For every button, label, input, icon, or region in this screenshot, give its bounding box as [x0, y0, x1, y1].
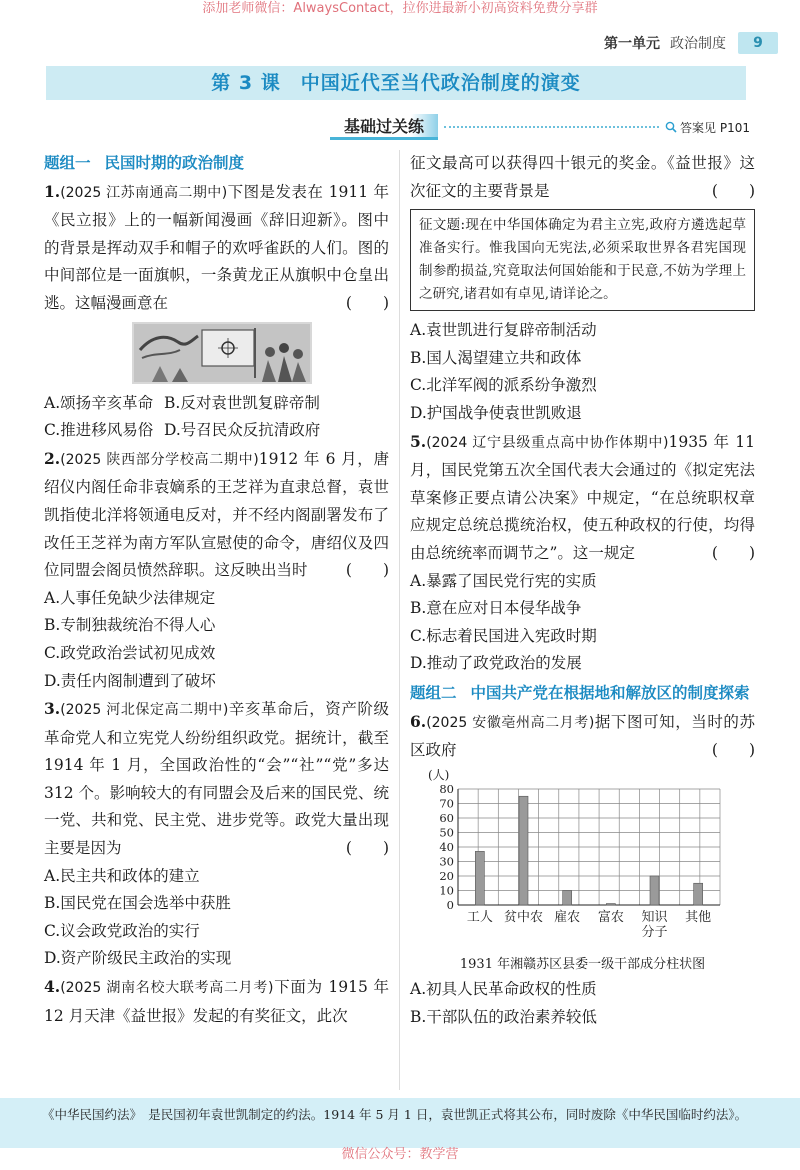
answer-blank[interactable]: ( ) [711, 181, 755, 200]
question-4-source: (2025 湖南名校大联考高二月考) [60, 980, 274, 997]
x-tick-label: 富农 [597, 909, 624, 925]
footnote: 《中华民国约法》 是民国初年袁世凯制定的约法。1914 年 5 月 1 日，袁世凯正式将其公布，同时废除《中华民国临时约法》。 [0, 1098, 800, 1148]
question-4-text-end: 征文最高可以获得四十银元的奖金。《益世报》这次征文的主要背景是 [410, 154, 755, 200]
question-4-part-1 [44, 973, 389, 1030]
section-title: 基础过关练 [330, 114, 438, 140]
question-5-text: 1935 年 11 月，国民党第五次全国代表大会通过的《拟定宪法草案修正要点请公决案》中规定，“在总统职权章应规定总统总揽统治权，使五种政权的行使，均得由总统统率而调节之”。这一规定 [410, 432, 755, 562]
option-a[interactable]: A.袁世凯进行复辟帝制活动 [410, 321, 597, 340]
option-d[interactable]: D.护国战争使袁世凯败退 [410, 403, 582, 422]
question-5-number: 5. [410, 431, 427, 451]
y-tick-label: 40 [439, 839, 454, 854]
group-two-heading [410, 680, 755, 708]
group-one-title: 民国时期的政治制度 [104, 154, 245, 172]
group-two-title: 中国共产党在根据地和解放区的制度探索 [470, 683, 750, 702]
question-3-number: 3. [44, 699, 61, 719]
question-5-source: (2024 辽宁县级重点高中协作体期中) [426, 434, 669, 451]
question-3 [44, 695, 389, 863]
x-tick-label: 知识 [641, 909, 668, 925]
answer-blank[interactable]: ( ) [711, 741, 755, 760]
essay-prompt-box: 征文题:现在中华国体确定为君主立宪,政府方遴选起草准备实行。惟我国向无宪法,必须采取世界各君宪国现制参酌损益,究竟取法何国始能和于民意,不妨为学理上之研究,诸君如有卓见,请详论之。 [410, 209, 755, 311]
y-tick-label: 0 [446, 897, 454, 912]
question-3-source: (2025 河北保定高二期中) [60, 702, 229, 719]
right-column [410, 150, 755, 1031]
bar-知识分子 [650, 876, 659, 905]
answer-reference [665, 119, 750, 136]
news-cartoon-image [132, 322, 312, 384]
left-column [44, 150, 389, 1030]
question-4-part-2 [410, 150, 755, 205]
lesson-title: 第 3 课 中国近代至当代政治制度的演变 [46, 66, 746, 100]
option-a[interactable]: A.暴露了国民党行宪的实质 [410, 571, 597, 590]
topic-label: 政治制度 [670, 36, 726, 52]
page-header [604, 32, 778, 54]
option-d[interactable]: D.责任内阁制遭到了破坏 [44, 671, 216, 690]
question-1-options-row-1 [44, 390, 389, 418]
section-bar [330, 116, 750, 138]
column-divider [399, 150, 400, 1090]
x-tick-label: 其他 [685, 909, 712, 925]
bottom-watermark: 微信公众号：教学营 [341, 1147, 459, 1162]
question-2 [44, 445, 389, 585]
option-a[interactable]: A.民主共和政体的建立 [44, 866, 200, 885]
option-d[interactable]: D.号召民众反抗清政府 [164, 421, 321, 440]
option-b[interactable]: B.反对袁世凯复辟帝制 [164, 393, 320, 412]
question-2-text: 1912 年 6 月，唐绍仪内阁任命非袁嫡系的王芝祥为直隶总督，袁世凯指使北洋将领通电反对，并不经内阁副署发布了改任王芝祥为南方军队宣慰使的命令，唐绍仪及四位同盟会阁员愤然辞职。这反映出当时 [44, 449, 389, 580]
answer-reference-text: 答案见 P101 [680, 120, 750, 135]
dotted-divider [444, 126, 659, 128]
cadre-composition-chart [410, 767, 755, 977]
option-a[interactable]: A.颂扬辛亥革命 [44, 393, 154, 412]
question-6-text: 据下图可知，当时的苏区政府 [410, 712, 755, 760]
option-c[interactable]: C.标志着民国进入宪政时期 [410, 626, 597, 645]
y-tick-label: 10 [439, 883, 454, 898]
y-axis-label: (人) [428, 767, 450, 782]
option-b[interactable]: B.意在应对日本侵华战争 [410, 599, 582, 618]
answer-blank[interactable]: ( ) [345, 293, 389, 312]
page-number: 9 [738, 32, 778, 54]
y-tick-label: 70 [439, 796, 454, 811]
question-6-number: 6. [410, 711, 427, 731]
answer-blank[interactable]: ( ) [345, 561, 389, 580]
option-b[interactable]: B.专制独裁统治不得人心 [44, 616, 216, 635]
option-d[interactable]: D.资产阶级民主政治的实现 [44, 949, 232, 968]
question-1 [44, 178, 389, 318]
option-c[interactable]: C.议会政党政治的实行 [44, 921, 200, 940]
question-6-source: (2025 安徽亳州高二月考) [426, 714, 595, 731]
answer-blank[interactable]: ( ) [711, 543, 755, 562]
unit-label: 第一单元 [604, 36, 660, 52]
question-2-source: (2025 陕西部分学校高二期中) [60, 451, 259, 468]
question-1-text: 下图是发表在 1911 年《民立报》上的一幅新闻漫画《辞旧迎新》。图中的背景是挥动双手和帽子的欢呼雀跃的人们。图的中间部位是一面旗帜，一条黄龙正从旗帜中仓皇出逃。这幅漫画意在 [44, 182, 389, 312]
bar-其他 [694, 883, 703, 905]
question-3-text: 辛亥革命后，资产阶级革命党人和立宪党人纷纷组织政党。据统计，截至 1914 年 1 月，全国政治性的“会”“社”“党”多达 312 个。影响较大的有同盟会及后来的国民党、统一党、共和党、民主党、进步党等。政党大量出现主要是因为 [44, 700, 389, 858]
option-c[interactable]: C.推进移风易俗 [44, 421, 154, 440]
question-2-number: 2. [44, 448, 61, 468]
option-b[interactable]: B.国人渴望建立共和政体 [410, 348, 582, 367]
option-b[interactable]: B.国民党在国会选举中获胜 [44, 894, 231, 913]
top-watermark: 添加老师微信：AlwaysContact，拉你进最新小初高资料免费分享群 [202, 1, 598, 16]
group-one-label: 题组一 [44, 154, 91, 172]
option-d[interactable]: D.推动了政党政治的发展 [410, 654, 582, 673]
answer-blank[interactable]: ( ) [345, 839, 389, 858]
magnifier-icon [665, 121, 677, 133]
question-4-number: 4. [44, 977, 61, 997]
y-tick-label: 60 [439, 810, 454, 825]
option-b[interactable]: B.干部队伍的政治素养较低 [410, 1007, 597, 1026]
option-c[interactable]: C.北洋军阀的派系纷争激烈 [410, 376, 597, 395]
bar-贫中农 [519, 796, 528, 905]
x-tick-label: 贫中农 [503, 909, 544, 925]
question-1-source: (2025 江苏南通高二期中) [60, 184, 228, 201]
bar-chart [410, 767, 755, 945]
y-tick-label: 80 [439, 781, 454, 796]
question-5 [410, 428, 755, 568]
bar-工人 [475, 851, 484, 905]
x-tick-label: 工人 [466, 909, 493, 925]
question-6 [410, 708, 755, 765]
bar-富农 [606, 903, 615, 904]
chart-title: 1931 年湘赣苏区县委一级干部成分柱状图 [459, 957, 706, 973]
option-a[interactable]: A.初具人民革命政权的性质 [410, 980, 597, 999]
question-1-options-row-2 [44, 417, 389, 445]
question-1-number: 1. [44, 181, 61, 201]
group-one-heading [44, 150, 389, 178]
group-two-label: 题组二 [410, 683, 457, 702]
y-tick-label: 50 [439, 825, 454, 840]
bar-雇农 [563, 890, 572, 905]
question-4-text-start: 下面为 1915 年 12 月天津《益世报》发起的有奖征文，此次 [44, 978, 389, 1025]
option-c[interactable]: C.政党政治尝试初见成效 [44, 643, 216, 662]
option-a[interactable]: A.人事任免缺少法律规定 [44, 588, 216, 607]
y-tick-label: 20 [439, 868, 454, 883]
y-tick-label: 30 [439, 854, 454, 869]
x-tick-label: 分子 [641, 924, 668, 940]
x-tick-label: 雇农 [554, 909, 581, 925]
